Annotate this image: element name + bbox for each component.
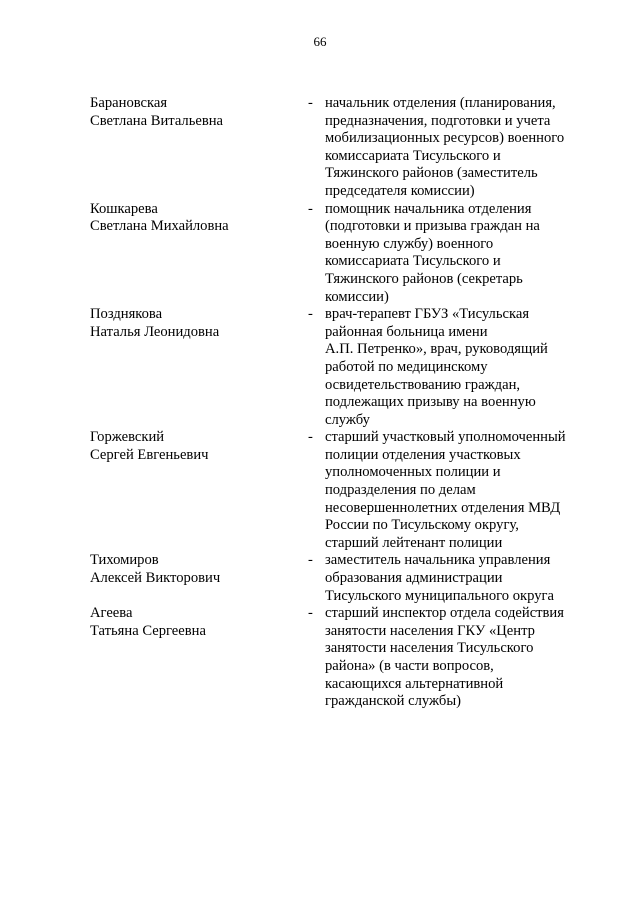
role-line: старший участковый уполномоченный — [325, 429, 566, 446]
member-name — [90, 201, 308, 236]
role-line: района» (в части вопросов, — [325, 658, 494, 674]
role-line: подлежащих призыву на военную — [325, 394, 536, 411]
member-name — [90, 552, 308, 587]
separator-dash: - — [308, 200, 313, 217]
member-role — [325, 429, 590, 552]
page-number: 66 — [313, 34, 327, 49]
role-line: начальник отделения (планирования, — [325, 95, 556, 111]
member-name — [90, 306, 308, 341]
separator-dash: - — [308, 429, 313, 446]
role-line: председателя комиссии) — [325, 182, 475, 199]
member-role — [325, 552, 590, 605]
role-line: России по Тисульскому округу, — [325, 517, 519, 534]
role-line: мобилизационных ресурсов) военного — [325, 130, 565, 147]
commission-member-list — [90, 95, 590, 711]
role-line: комиссариата Тисульского и — [325, 253, 501, 270]
role-line: уполномоченных полиции и — [325, 464, 501, 481]
member-role — [325, 605, 590, 711]
role-line: гражданской службы) — [325, 693, 461, 710]
role-line: Тяжинского районов (заместитель — [325, 165, 538, 182]
member-given-names: Сергей Евгеньевич — [90, 446, 209, 463]
role-line: районная больница имени — [325, 323, 488, 340]
role-line: врач-терапевт ГБУЗ «Тисульская — [325, 306, 530, 323]
member-surname: Горжевский — [90, 429, 165, 446]
role-line: Тисульского муниципального округа — [325, 587, 554, 604]
member-entry — [90, 95, 590, 201]
role-line: военную службу) военного — [325, 235, 494, 252]
member-entry — [90, 552, 590, 605]
role-line: освидетельствованию граждан, — [325, 376, 521, 393]
role-line: комиссариата Тисульского и — [325, 147, 501, 164]
role-line: предназначения, подготовки и учета — [325, 112, 551, 129]
role-line: несовершеннолетних отделения МВД — [325, 499, 561, 516]
member-given-names: Светлана Витальевна — [90, 112, 224, 129]
member-surname: Тихомиров — [90, 552, 159, 569]
member-role — [325, 306, 590, 429]
role-line: А.П. Петренко», врач, руководящий — [325, 341, 548, 358]
member-name — [90, 95, 308, 130]
role-line: комиссии) — [325, 288, 389, 305]
role-line: занятости населения Тисульского — [325, 640, 534, 657]
member-surname: Кошкарева — [90, 200, 158, 217]
member-surname: Позднякова — [90, 306, 163, 323]
role-line: полиции отделения участковых — [325, 446, 521, 463]
separator-dash: - — [308, 552, 313, 569]
member-given-names: Светлана Михайловна — [90, 218, 229, 235]
separator-dash: - — [308, 605, 313, 622]
member-entry — [90, 306, 590, 429]
role-line: (подготовки и призыва граждан на — [325, 218, 540, 235]
role-line: Тяжинского районов (секретарь — [325, 270, 523, 287]
member-given-names: Алексей Викторович — [90, 570, 221, 587]
role-line: работой по медицинскому — [325, 358, 488, 375]
member-entry — [90, 429, 590, 552]
role-line: образования администрации — [325, 570, 503, 587]
role-line: заместитель начальника управления — [325, 552, 551, 569]
separator-dash: - — [308, 306, 313, 323]
member-role — [325, 95, 590, 201]
member-entry — [90, 201, 590, 307]
role-line: старший инспектор отдела содействия — [325, 605, 564, 622]
role-line: старший лейтенант полиции — [325, 534, 503, 551]
role-line: подразделения по делам — [325, 482, 476, 499]
member-surname: Агеева — [90, 605, 133, 622]
member-name — [90, 429, 308, 464]
role-line: службу — [325, 411, 370, 428]
member-surname: Барановская — [90, 95, 168, 111]
role-line: касающихся альтернативной — [325, 675, 504, 692]
member-name — [90, 605, 308, 640]
member-given-names: Татьяна Сергеевна — [90, 622, 206, 639]
role-line: занятости населения ГКУ «Центр — [325, 622, 535, 639]
member-role — [325, 201, 590, 307]
member-given-names: Наталья Леонидовна — [90, 323, 220, 340]
member-entry — [90, 605, 590, 711]
separator-dash: - — [308, 95, 313, 111]
role-line: помощник начальника отделения — [325, 200, 532, 217]
